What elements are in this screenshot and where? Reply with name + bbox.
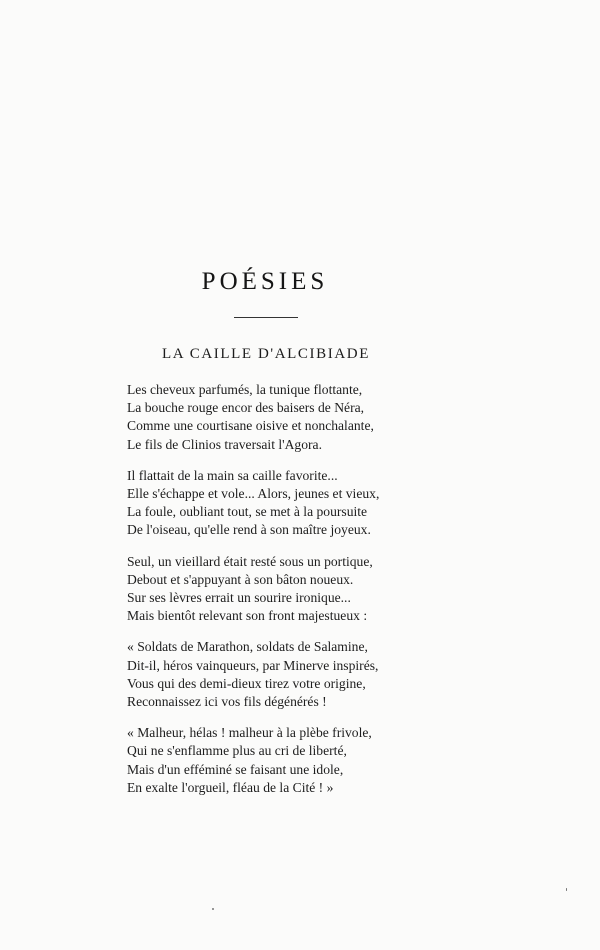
- title-rule: [234, 317, 298, 318]
- stanza: [127, 381, 407, 454]
- stanza: [127, 724, 407, 797]
- verse-line: Debout et s'appuyant à son bâton noueux.: [127, 571, 354, 587]
- verse-line: Le fils de Clinios traversait l'Agora.: [127, 436, 322, 452]
- poem-body: [127, 381, 407, 810]
- verse-line: « Soldats de Marathon, soldats de Salamine,: [127, 639, 368, 655]
- verse-line: Reconnaissez ici vos fils dégénérés !: [127, 694, 327, 710]
- stanza: [127, 553, 407, 626]
- verse-line: De l'oiseau, qu'elle rend à son maître joyeux.: [127, 522, 371, 538]
- verse-line: Les cheveux parfumés, la tunique flottante,: [127, 382, 363, 397]
- verse-line: Seul, un vieillard était resté sous un portique,: [127, 553, 373, 569]
- paper-speck: [566, 888, 567, 891]
- verse-line: Dit-il, héros vainqueurs, par Minerve inspirés,: [127, 657, 379, 673]
- verse-line: « Malheur, hélas ! malheur à la plèbe frivole,: [127, 725, 372, 741]
- paper-speck: [212, 908, 214, 910]
- verse-line: Mais bientôt relevant son front majestueux :: [127, 608, 368, 624]
- stanza: [127, 467, 407, 540]
- verse-line: Il flattait de la main sa caille favorite...: [127, 467, 338, 483]
- verse-line: Sur ses lèvres errait un sourire ironique...: [127, 590, 351, 606]
- stanza: [127, 638, 407, 711]
- poem-title: LA CAILLE D'ALCIBIADE: [162, 346, 370, 362]
- section-title: POÉSIES: [201, 268, 329, 295]
- verse-line: Comme une courtisane oisive et nonchalante,: [127, 418, 374, 434]
- verse-line: Elle s'échappe et vole... Alors, jeunes et vieux,: [127, 486, 380, 502]
- verse-line: Mais d'un efféminé se faisant une idole,: [127, 761, 344, 777]
- verse-line: Qui ne s'enflamme plus au cri de liberté,: [127, 743, 347, 759]
- verse-line: La bouche rouge encor des baisers de Néra,: [127, 400, 365, 416]
- verse-line: En exalte l'orgueil, fléau de la Cité ! »: [127, 779, 334, 795]
- verse-line: Vous qui des demi-dieux tirez votre origine,: [127, 675, 366, 691]
- verse-line: La foule, oubliant tout, se met à la poursuite: [127, 504, 368, 520]
